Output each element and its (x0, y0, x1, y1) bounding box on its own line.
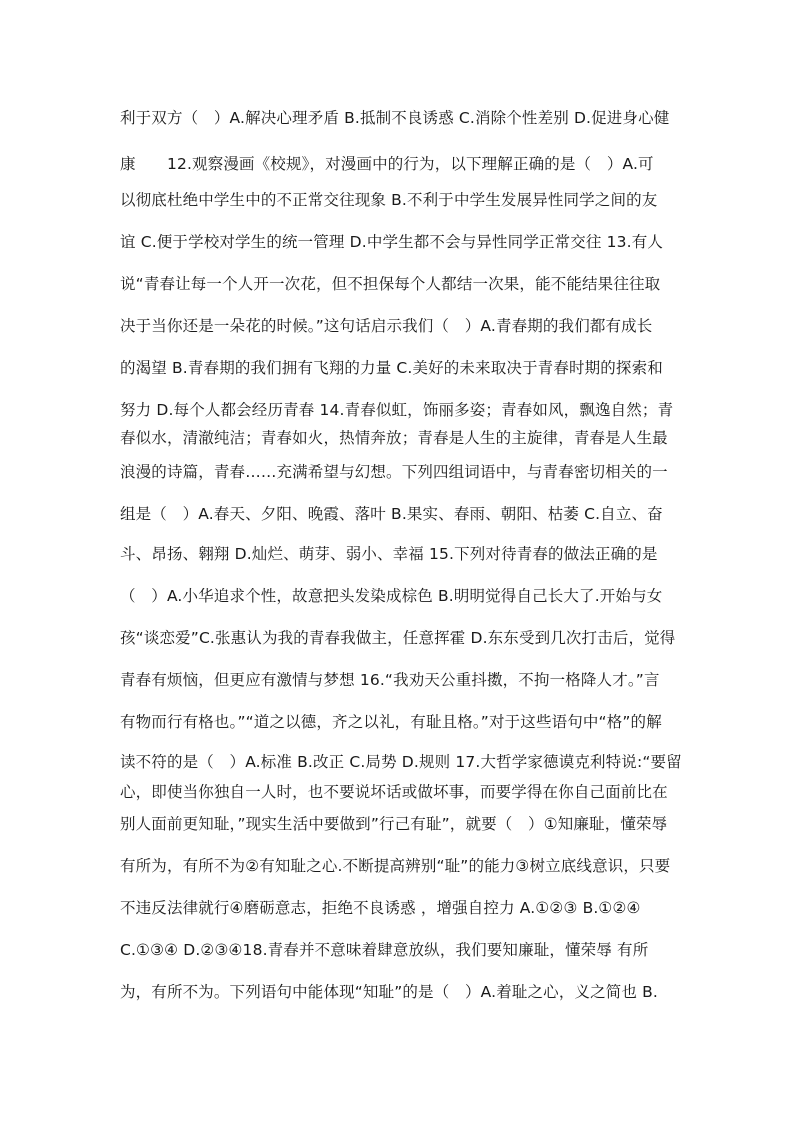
text-line: 利于双方（ ）A.解决心理矛盾 B.抵制不良诱惑 C.消除个性差别 D.促进身心健 (120, 109, 670, 127)
text-line: 青春有烦恼，但更应有激情与梦想 16.“我劝天公重抖擞，不拘一格降人才。”言 (120, 671, 660, 689)
text-line: 浪漫的诗篇，青春……充满希望与幻想。下列四组词语中，与青春密切相关的一 (120, 463, 668, 481)
text-line: 不违反法律就行④磨砺意志，拒绝不良诱惑 ，增强自控力 A.①②③ B.①②④ (120, 899, 641, 917)
text-line: 努力 D.每个人都会经历青春 14.青春似虹，饰丽多姿；青春如风，飘逸自然；青 (120, 401, 674, 419)
text-line: 组是（ ）A.春天、夕阳、晚霞、落叶 B.果实、春雨、朝阳、枯萎 C.自立、奋 (120, 505, 663, 523)
text-line: 别人面前更知耻，”现实生活中要做到”行己有耻”，就要（ ）①知廉耻，懂荣辱 (120, 815, 668, 833)
text-line: 有物而行有格也。”“道之以德，齐之以礼，有耻且格。”对于这些语句中“格”的解 (120, 713, 662, 731)
text-line: 心，即使当你独自一人时，也不要说坏话或做坏事，而要学得在你自己面前比在 (120, 783, 668, 801)
text-line: C.①③④ D.②③④18.青春并不意味着肆意放纵，我们要知廉耻，懂荣辱 有所 (120, 941, 649, 959)
text-line: 读不符的是（ ）A.标准 B.改正 C.局势 D.规则 17.大哲学家德谟克利特说:“要留 (120, 753, 682, 771)
text-line: 斗、昂扬、翱翔 D.灿烂、萌芽、弱小、幸福 15.下列对待青春的做法正确的是 (120, 545, 658, 563)
text-line: 康 12.观察漫画《校规》，对漫画中的行为，以下理解正确的是（ ）A.可 (120, 155, 654, 173)
text-line: 谊 C.便于学校对学生的统一管理 D.中学生都不会与异性同学正常交往 13.有人 (120, 233, 664, 251)
text-line: 为，有所不为。下列语句中能体现“知耻”的是（ ）A.着耻之心，义之简也 B. (120, 983, 659, 1001)
text-line: 春似水，清澈纯洁；青春如火，热情奔放；青春是人生的主旋律，青春是人生最 (120, 429, 668, 447)
text-line: 有所为，有所不为②有知耻之心.不断提高辨别“耻”的能力③树立底线意识，只要 (120, 857, 671, 875)
text-line: 以彻底杜绝中学生中的不正常交往现象 B.不利于中学生发展异性同学之间的友 (120, 191, 658, 209)
text-line: （ ）A.小华追求个性，故意把头发染成棕色 B.明明觉得自己长大了.开始与女 (120, 587, 663, 605)
text-line: 说“青春让每一个人开一次花，但不担保每个人都结一次果，能不能结果往往取 (120, 275, 661, 293)
text-line: 决于当你还是一朵花的时候。”这句话启示我们（ ）A.青春期的我们都有成长 (120, 317, 653, 335)
text-line: 的渴望 B.青春期的我们拥有飞翔的力量 C.美好的未来取决于青春时期的探索和 (120, 359, 663, 377)
text-line: 孩“谈恋爱”C.张惠认为我的青春我做主，任意挥霍 D.东东受到几次打击后，觉得 (120, 629, 676, 647)
